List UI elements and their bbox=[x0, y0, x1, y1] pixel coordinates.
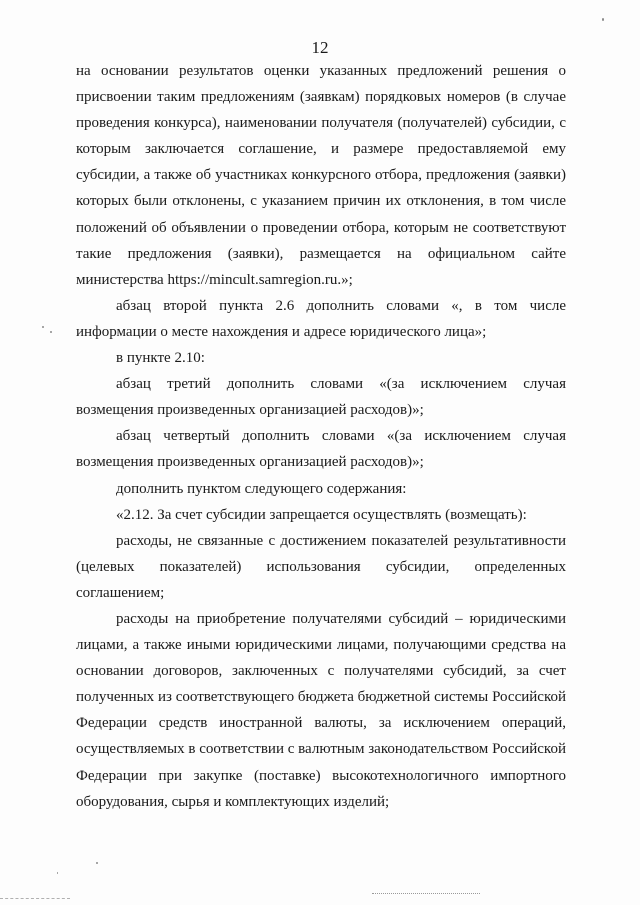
paragraph-item-2-6: абзац второй пункта 2.6 дополнить словами «, в том числе информации о месте нахождения и адресе юридического лица»; bbox=[76, 297, 566, 340]
scan-footer-mark bbox=[372, 893, 480, 897]
page-number: 12 bbox=[311, 38, 329, 57]
scan-edge-mark bbox=[0, 898, 70, 899]
document-body bbox=[76, 58, 566, 815]
paragraph-item-2-10-intro: в пункте 2.10: bbox=[116, 350, 205, 367]
scan-speck bbox=[50, 331, 52, 333]
scan-speck bbox=[42, 326, 44, 328]
scan-speck bbox=[57, 872, 58, 874]
scan-speck bbox=[602, 18, 604, 21]
paragraph-abzac-third: абзац третий дополнить словами «(за исключением случая возмещения произведенных организацией расходов)»; bbox=[76, 376, 566, 419]
paragraph-decision-publication: на основании результатов оценки указанных предложений решения о присвоении таким предложениям (заявкам) порядковых номеров (в случае проведения конкурса), наименовании получателя (получателей) субсидии, с которым заключается соглашение, и размере предоставляемой ему субсидии, а также об участниках конкурсного отбора, предложения (заявки) которых были отклонены, с указанием причин их отклонения, в том числе положений об объявлении о проведении отбора, которым не соответствуют такие предложения (заявки), размещается на официальном сайте министерства https://mincult.samregion.ru.»; bbox=[76, 63, 566, 288]
paragraph-unrelated-expenses: расходы, не связанные с достижением показателей результативности (целевых показателей) использования субсидии, определенных соглашением; bbox=[76, 532, 566, 601]
paragraph-foreign-currency: расходы на приобретение получателями субсидий – юридическими лицами, а также иными юридическими лицами, получающими средства на основании договоров, заключенных с получателями субсидий, за счет полученных из соответствующего бюджета бюджетной системы Российской Федерации средств иностранной валюты, за исключением операций, осуществляемых в соответствии с валютным законодательством Российской Федерации при закупке (поставке) высокотехнологичного импортного оборудования, сырья и комплектующих изделий; bbox=[76, 610, 566, 810]
paragraph-item-2-12: «2.12. За счет субсидии запрещается осуществлять (возмещать): bbox=[116, 506, 527, 523]
paragraph-add-item: дополнить пунктом следующего содержания: bbox=[116, 480, 407, 497]
scan-speck bbox=[96, 862, 98, 864]
paragraph-abzac-fourth: абзац четвертый дополнить словами «(за исключением случая возмещения произведенных организацией расходов)»; bbox=[76, 428, 566, 471]
